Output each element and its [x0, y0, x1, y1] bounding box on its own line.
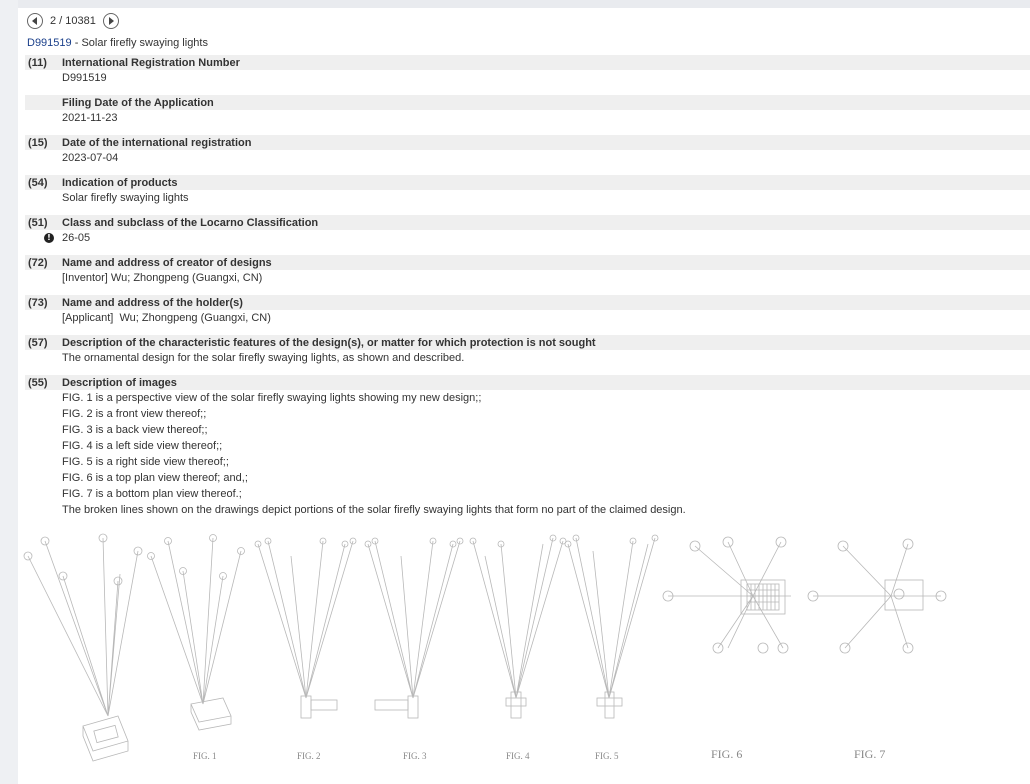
- fig-2-label: FIG. 2: [297, 751, 321, 761]
- field-description-of-images: [25, 375, 1030, 518]
- image-description-line: The broken lines shown on the drawings depict portions of the solar firefly swaying lights that form no part of the claimed design.: [62, 504, 686, 516]
- image-description-line: FIG. 2 is a front view thereof;;: [62, 408, 207, 420]
- field-code: (72): [28, 256, 48, 269]
- field-creator: [25, 255, 1030, 286]
- next-record-button[interactable]: [103, 13, 119, 29]
- field-label: Filing Date of the Application: [62, 96, 214, 109]
- fig-6-label: FIG. 6: [711, 747, 743, 761]
- field-code: (51): [28, 216, 48, 229]
- field-value: 26-05: [62, 232, 91, 244]
- field-label: Description of images: [62, 376, 177, 389]
- fig-7-drawing: [808, 539, 946, 653]
- chevron-left-icon: [32, 17, 37, 25]
- field-label: Name and address of the holder(s): [62, 296, 243, 309]
- field-holder: [25, 295, 1030, 326]
- top-bar: [0, 0, 1030, 8]
- record-panel: [18, 8, 1030, 784]
- chevron-right-icon: [109, 17, 114, 25]
- fig-4-label: FIG. 4: [506, 751, 530, 761]
- fig-6-drawing: [663, 537, 791, 653]
- title-separator: -: [71, 37, 82, 49]
- left-gutter: [0, 0, 18, 784]
- record-name: Solar firefly swaying lights: [81, 37, 208, 49]
- fig-1-drawing: [24, 534, 142, 761]
- field-code: (15): [28, 136, 48, 149]
- field-label: Indication of products: [62, 176, 178, 189]
- field-code: (55): [28, 376, 48, 389]
- fig-1-label: FIG. 1: [193, 751, 217, 761]
- image-description-line: FIG. 1 is a perspective view of the solar firefly swaying lights showing my new design;;: [62, 392, 482, 404]
- field-value: 2023-07-04: [62, 152, 119, 164]
- fig-4-drawing: [470, 535, 566, 718]
- field-registration-date: [25, 135, 1030, 166]
- field-value-wrapper: [25, 230, 1030, 246]
- field-indication-of-products: [25, 175, 1030, 206]
- record-title: [27, 37, 208, 49]
- record-position: 2 / 10381: [50, 15, 96, 27]
- design-drawings[interactable]: [23, 526, 953, 766]
- field-code: (54): [28, 176, 48, 189]
- field-international-registration-number: [25, 55, 1030, 86]
- fig-2-drawing: [255, 538, 356, 718]
- fig-3-drawing: [365, 538, 463, 718]
- fig-5-label: FIG. 5: [595, 751, 619, 761]
- field-code: (11): [28, 56, 47, 69]
- field-label: Description of the characteristic features of the design(s), or matter for which protection is not sought: [62, 336, 596, 349]
- fig-1b-drawing: [148, 535, 245, 731]
- design-drawings-svg: [23, 526, 953, 766]
- fig-3-label: FIG. 3: [403, 751, 427, 761]
- field-label: Class and subclass of the Locarno Classification: [62, 216, 319, 229]
- image-description-list: [25, 390, 1030, 518]
- field-code: (73): [28, 296, 48, 309]
- info-icon[interactable]: !: [44, 233, 54, 243]
- image-description-line: FIG. 5 is a right side view thereof;;: [62, 456, 229, 468]
- fig-5-drawing: [565, 535, 658, 718]
- image-description-line: FIG. 6 is a top plan view thereof; and,;: [62, 472, 248, 484]
- field-label: International Registration Number: [62, 56, 240, 69]
- field-value: D991519: [62, 72, 107, 84]
- image-description-line: FIG. 3 is a back view thereof;;: [62, 424, 208, 436]
- record-navigation: [27, 12, 119, 30]
- field-value: [Inventor] Wu; Zhongpeng (Guangxi, CN): [62, 272, 263, 284]
- field-code: (57): [28, 336, 48, 349]
- field-locarno-classification: [25, 215, 1030, 246]
- fig-7-label: FIG. 7: [854, 747, 886, 761]
- field-value: [Applicant] Wu; Zhongpeng (Guangxi, CN): [62, 312, 271, 324]
- image-description-line: FIG. 4 is a left side view thereof;;: [62, 440, 223, 452]
- field-value: 2021-11-23: [62, 112, 118, 124]
- field-value: The ornamental design for the solar firefly swaying lights, as shown and described.: [62, 352, 465, 364]
- field-description-features: [25, 335, 1030, 366]
- field-label: Name and address of creator of designs: [62, 256, 272, 269]
- image-description-line: FIG. 7 is a bottom plan view thereof.;: [62, 488, 242, 500]
- field-label: Date of the international registration: [62, 136, 252, 149]
- field-value: Solar firefly swaying lights: [62, 192, 189, 204]
- record-id-link[interactable]: D991519: [27, 37, 72, 49]
- field-filing-date: [25, 95, 1030, 126]
- previous-record-button[interactable]: [27, 13, 43, 29]
